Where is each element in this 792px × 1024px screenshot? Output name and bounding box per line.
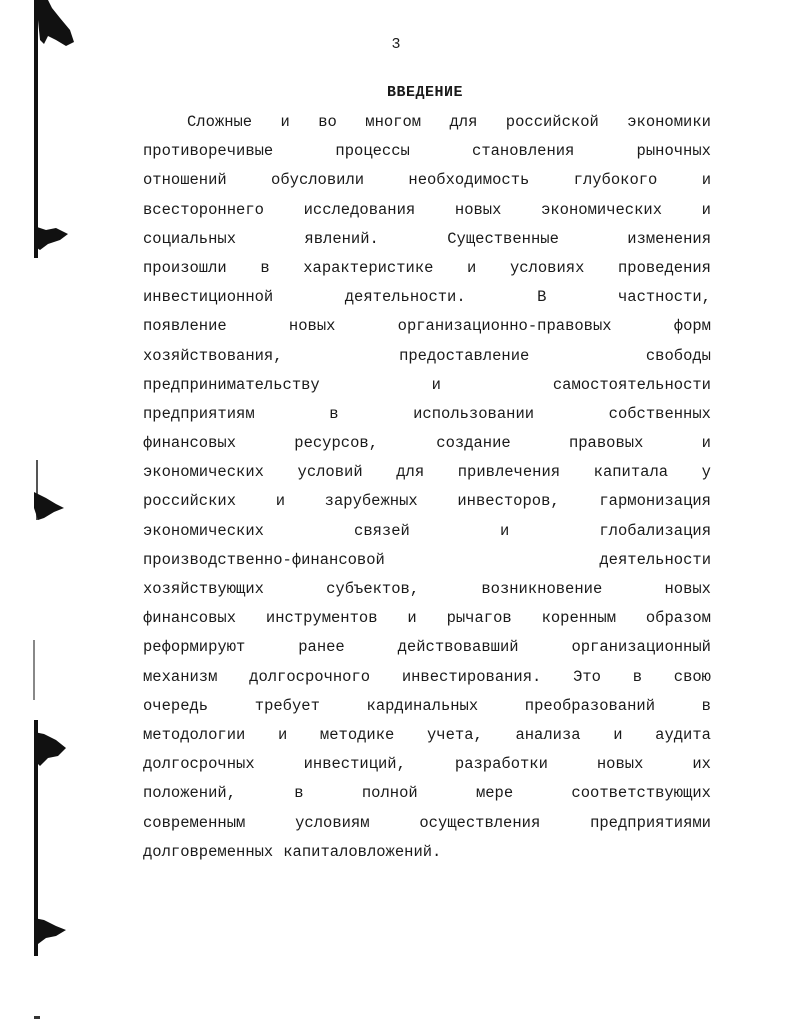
text-line xyxy=(143,637,711,666)
word: самостоятельности xyxy=(552,375,711,394)
word: деятельности. xyxy=(344,288,466,307)
word: организационно-правовых xyxy=(397,317,612,336)
word: противоречивые xyxy=(143,142,274,161)
word: финансовых xyxy=(143,609,237,628)
word: предоставление xyxy=(399,346,530,365)
word: обусловили xyxy=(271,171,365,190)
word: свою xyxy=(673,667,711,686)
body-paragraph xyxy=(143,112,711,871)
word: субъектов, xyxy=(326,580,420,598)
word: всестороннего xyxy=(143,200,264,219)
text-line xyxy=(143,404,711,433)
text-line xyxy=(143,608,711,637)
word: зарубежных xyxy=(324,492,418,511)
word: и xyxy=(467,258,477,277)
word: в xyxy=(260,258,270,277)
text-line xyxy=(143,170,711,199)
word: хозяйствования, xyxy=(143,346,283,365)
word: и xyxy=(499,521,510,540)
word: полной xyxy=(361,784,418,803)
word: долговременных xyxy=(143,842,274,861)
word: глубокого xyxy=(573,171,658,190)
word: очередь xyxy=(143,696,209,715)
word: частности, xyxy=(617,288,711,307)
word: социальных xyxy=(143,229,237,248)
word: привлечения xyxy=(457,463,561,482)
word: связей xyxy=(354,521,410,540)
word: в xyxy=(632,667,643,686)
text-line xyxy=(143,667,711,696)
word: организационный xyxy=(571,638,711,657)
word: преобразований xyxy=(524,696,656,715)
word: экономических xyxy=(143,521,264,540)
text-line xyxy=(143,521,711,550)
word: инструментов xyxy=(265,609,378,628)
word: Сложные xyxy=(187,113,253,131)
binding-marks xyxy=(0,0,80,1024)
word: явлений. xyxy=(304,229,379,248)
word: деятельности xyxy=(599,550,711,569)
word: механизм xyxy=(143,667,218,686)
word: исследования xyxy=(303,200,416,219)
word: учета, xyxy=(426,725,483,744)
word: рычагов xyxy=(446,609,512,628)
text-line xyxy=(143,229,711,258)
word: инвестиционной xyxy=(143,288,274,307)
word: предпринимательству xyxy=(143,375,320,394)
word: кардинальных xyxy=(366,696,479,715)
word: условиях xyxy=(509,258,585,277)
word: гармонизация xyxy=(599,492,711,511)
word: во xyxy=(318,113,337,131)
word: российской xyxy=(505,113,599,131)
word: капитала xyxy=(593,463,669,482)
word: использовании xyxy=(413,404,535,423)
word: предприятиям xyxy=(143,404,255,423)
word: В xyxy=(537,288,547,307)
word: долгосрочного xyxy=(249,667,371,686)
word: процессы xyxy=(335,142,410,161)
word: глобализация xyxy=(599,521,711,540)
word: инвестиций, xyxy=(303,755,406,774)
word: современным xyxy=(143,813,246,832)
word: действовавший xyxy=(397,638,519,657)
word: долгосрочных xyxy=(143,755,255,774)
word: коренным xyxy=(541,609,616,628)
word: ресурсов, xyxy=(294,434,378,453)
word: Это xyxy=(573,667,601,686)
word: методологии xyxy=(143,725,246,744)
word: условиям xyxy=(295,813,370,832)
text-line xyxy=(143,316,711,345)
text-line xyxy=(143,258,711,287)
section-heading: ВВЕДЕНИЕ xyxy=(386,84,463,101)
word: и xyxy=(701,171,711,190)
word: отношений xyxy=(143,171,227,190)
word: создание xyxy=(436,434,511,453)
word: инвестирования. xyxy=(401,667,542,686)
word: новых xyxy=(664,580,711,598)
word: образом xyxy=(645,609,711,628)
text-line xyxy=(143,433,711,462)
word: собственных xyxy=(608,404,711,423)
word: появление xyxy=(143,317,227,336)
word: требует xyxy=(254,696,320,715)
word: и xyxy=(431,375,441,394)
word: многом xyxy=(365,113,422,131)
word: методике xyxy=(319,725,395,744)
text-line xyxy=(143,725,711,754)
word: возникновение xyxy=(481,580,603,598)
word: и xyxy=(275,492,285,511)
word: проведения xyxy=(617,258,711,277)
word: их xyxy=(692,755,711,774)
word: и xyxy=(613,725,623,744)
text-line xyxy=(143,579,711,608)
word: и xyxy=(407,609,417,628)
word: форм xyxy=(673,317,711,336)
word: производственно-финансовой xyxy=(143,550,385,569)
word: осуществления xyxy=(419,813,541,832)
word: положений, xyxy=(143,784,237,803)
word: в xyxy=(701,696,711,715)
text-line xyxy=(143,287,711,316)
word: новых xyxy=(288,317,336,336)
word: инвесторов, xyxy=(457,492,560,511)
word: мере xyxy=(475,784,514,803)
word: становления xyxy=(472,142,575,161)
word: и xyxy=(701,434,711,453)
text-line xyxy=(143,375,711,404)
text-line xyxy=(143,754,711,783)
word: и xyxy=(280,113,290,131)
word: необходимость xyxy=(408,171,530,190)
text-line xyxy=(143,462,711,491)
text-line xyxy=(143,842,711,871)
word: соответствующих xyxy=(571,784,711,803)
word: анализа xyxy=(515,725,581,744)
word: рыночных xyxy=(636,142,711,161)
word: свободы xyxy=(645,346,711,365)
word: и xyxy=(277,725,288,744)
text-line xyxy=(143,550,711,579)
word: в xyxy=(329,404,339,423)
word: характеристике xyxy=(303,258,434,277)
word: правовых xyxy=(568,434,644,453)
word: условий xyxy=(297,463,363,482)
text-line xyxy=(143,112,711,141)
word: изменения xyxy=(627,229,711,248)
word: у xyxy=(701,463,711,482)
word: финансовых xyxy=(143,434,237,453)
word: в xyxy=(294,784,304,803)
text-line xyxy=(143,346,711,375)
word: разработки xyxy=(454,755,548,774)
text-line xyxy=(143,491,711,520)
word: новых xyxy=(454,200,502,219)
page-number: 3 xyxy=(391,36,401,53)
text-line xyxy=(143,200,711,229)
word: ранее xyxy=(298,638,345,657)
word: предприятиями xyxy=(590,813,711,832)
text-line xyxy=(143,141,711,170)
word: для xyxy=(396,463,425,482)
word: для xyxy=(449,113,478,131)
word: экономических xyxy=(541,200,662,219)
text-line xyxy=(143,813,711,842)
text-line xyxy=(143,783,711,812)
word: Существенные xyxy=(447,229,559,248)
word: экономики xyxy=(627,113,711,131)
word: капиталовложений. xyxy=(283,842,442,861)
word: и xyxy=(701,200,711,219)
word: экономических xyxy=(143,463,264,482)
word: новых xyxy=(596,755,644,774)
word: аудита xyxy=(655,725,711,744)
text-line xyxy=(143,696,711,725)
word: произошли xyxy=(143,258,227,277)
word: российских xyxy=(143,492,237,511)
word: хозяйствующих xyxy=(143,580,264,598)
word: реформируют xyxy=(143,638,246,657)
